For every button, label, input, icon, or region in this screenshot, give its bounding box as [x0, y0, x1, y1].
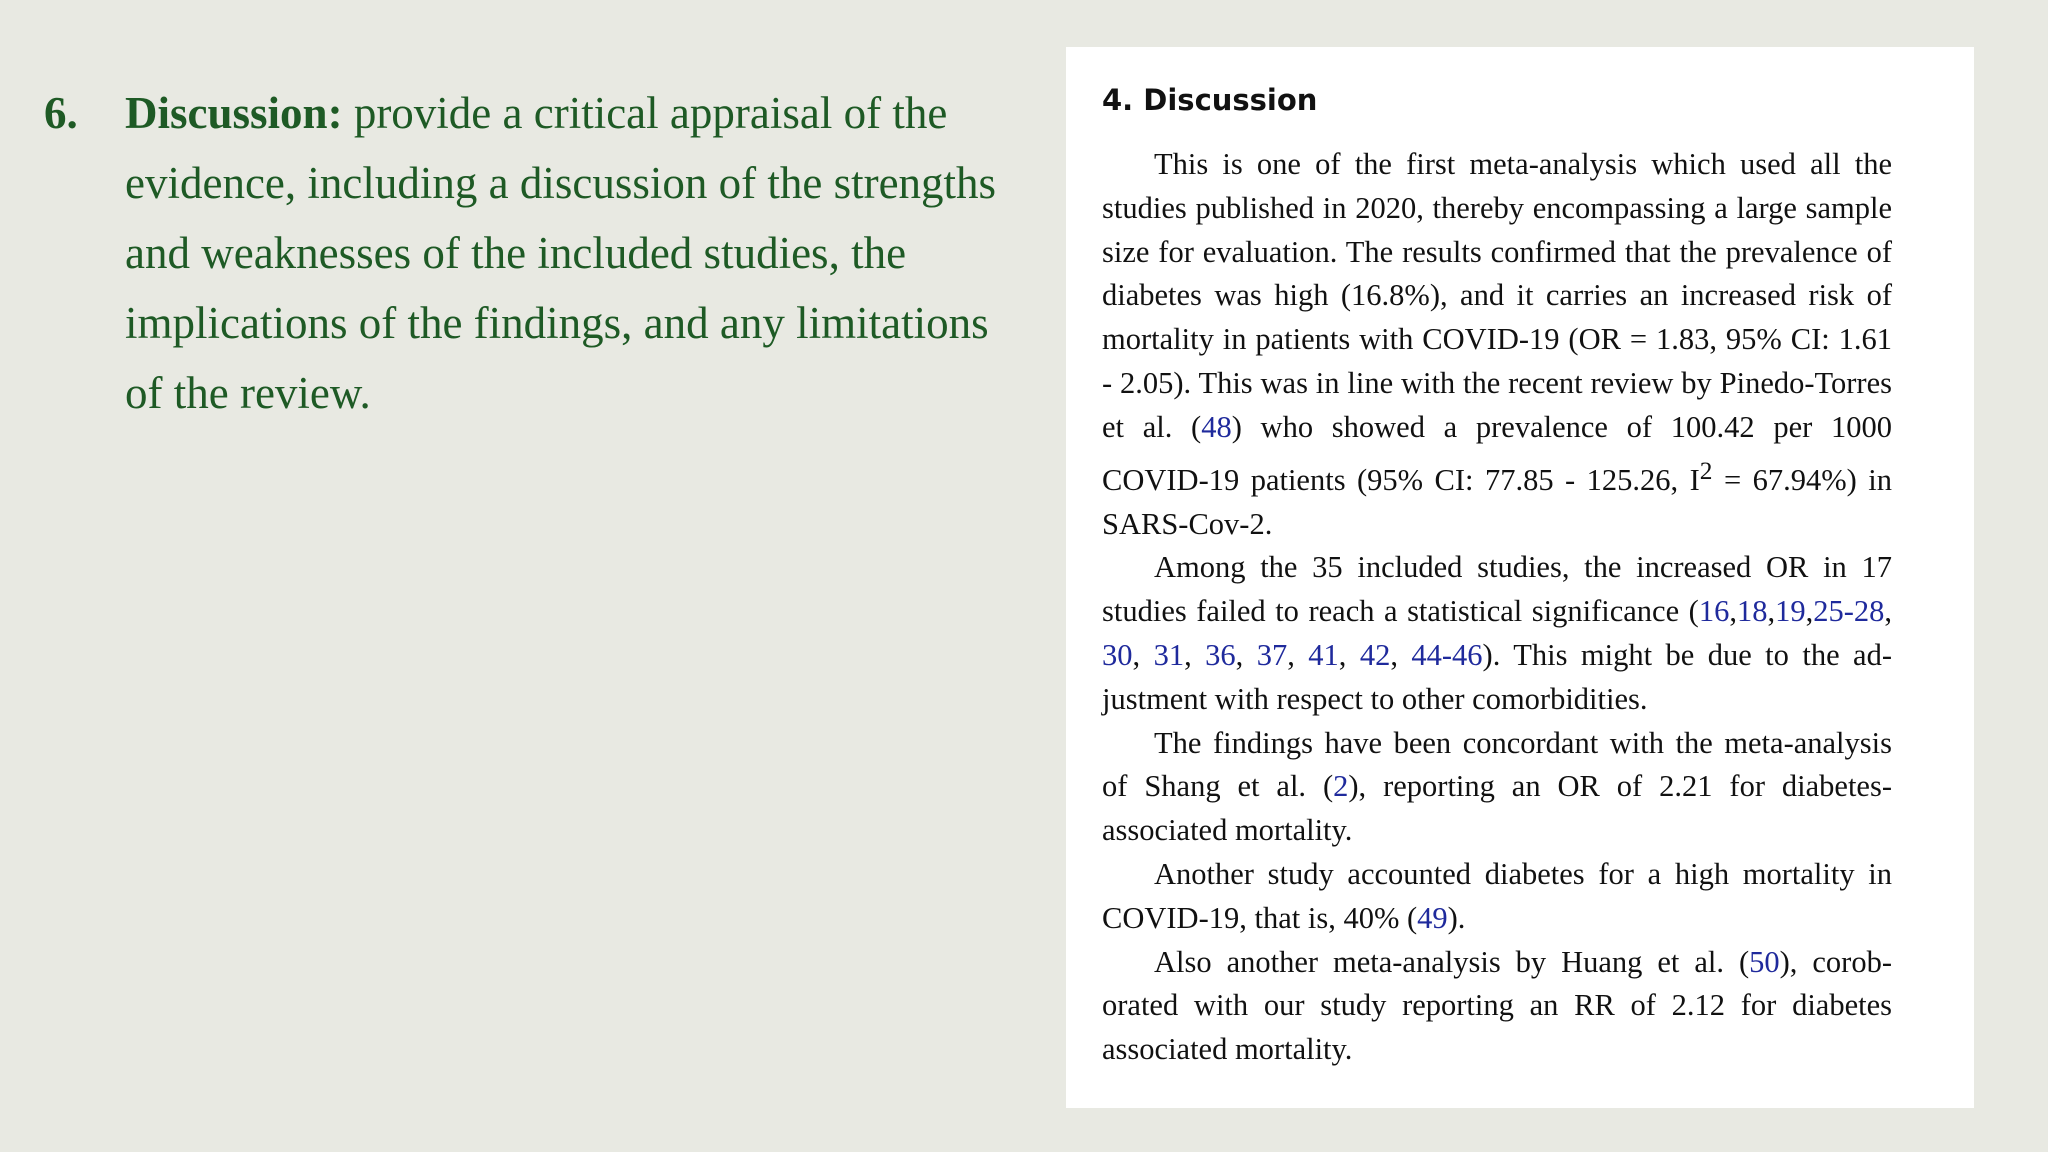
paper-excerpt: [1066, 47, 1974, 1108]
citation-link[interactable]: 37: [1256, 637, 1288, 672]
citation-link[interactable]: 25-28: [1813, 594, 1885, 629]
item-body: provide a critical appraisal of the evidence, including a discussion of the strengths and weaknesses of the included studies, the implications of the findings, and any limitations of the review.: [125, 88, 997, 418]
citation-link[interactable]: 18: [1736, 594, 1768, 629]
paragraph-text: Among the 35 included studies, the increased OR in 17 studies failed to reach a statistical significance (: [1102, 550, 1892, 629]
citation-link[interactable]: 49: [1417, 900, 1448, 935]
paragraph-1: [1102, 143, 1892, 546]
paragraph-text: The findings have been concordant with the meta-analysis of Shang et al. (: [1102, 725, 1892, 804]
paragraph-text: Another study accounted diabetes for a high mortality in COVID-19, that is, 40% (: [1102, 856, 1892, 935]
citation-link[interactable]: 42: [1359, 637, 1391, 672]
paragraph-text: = 67.94%) in SARS-Cov-2.: [1102, 462, 1892, 541]
item-description: [125, 78, 1024, 428]
citation-link[interactable]: 48: [1201, 409, 1232, 444]
paragraph-4: [1102, 853, 1892, 941]
citation-link[interactable]: 41: [1308, 637, 1339, 672]
checklist-item: [44, 78, 1024, 428]
paragraph-text: This is one of the first meta-analysis which used all the studies published in 2020, thereby encompassing a large sample size for evaluation. The results confirmed that the prevalence of diabetes was high (16.8%), and it carries an increased risk of mortality in patients with COVID-19 (OR = 1.83, 95% CI: 1.61 - 2.05). This was in line with the recent review by Pinedo-Torres et al. (: [1102, 147, 1892, 444]
paragraph-text: ), coroborated with our study reporting an RR of 2.12 for diabetes associated mortality.: [1102, 944, 1892, 1067]
paragraph-text: ), reporting an OR of 2.21 for diabetes-associated mortality.: [1102, 769, 1892, 848]
paragraph-text: ) who showed a prevalence of 100.42 per 1000 COVID-19 patients (95% CI: 77.85 - 125.26, I: [1102, 409, 1892, 497]
paragraph-text: ). This might be due to the adjustment with respect to other comorbidities.: [1102, 637, 1892, 716]
item-term: Discussion:: [125, 88, 343, 138]
citation-link[interactable]: 50: [1749, 944, 1780, 979]
citation-link[interactable]: 31: [1153, 637, 1185, 672]
citation-link[interactable]: 2: [1333, 769, 1349, 804]
section-heading: 4. Discussion: [1102, 83, 1318, 117]
citation-link[interactable]: 30: [1102, 637, 1133, 672]
citation-link[interactable]: 16: [1698, 594, 1730, 629]
item-number: 6.: [44, 88, 78, 138]
paragraph-text: ).: [1447, 900, 1466, 935]
paragraph-text: Also another meta-analysis by Huang et al. (: [1154, 944, 1750, 979]
superscript: 2: [1699, 456, 1713, 485]
paragraph-3: [1102, 722, 1892, 853]
citation-link[interactable]: 36: [1205, 637, 1236, 672]
citation-link[interactable]: 44-46: [1411, 637, 1483, 672]
paragraph-5: [1102, 941, 1892, 1072]
paragraph-2: Among the 35 included studies, the increased OR in 17 studies failed to reach a statistical significance (16,18,19,25-28, 30, 31, 36, 37, 41, 42, 44-46). This might be due to the adjustment with respect to other comorbidities.: [1102, 550, 1892, 716]
citation-link[interactable]: 19: [1775, 594, 1806, 629]
